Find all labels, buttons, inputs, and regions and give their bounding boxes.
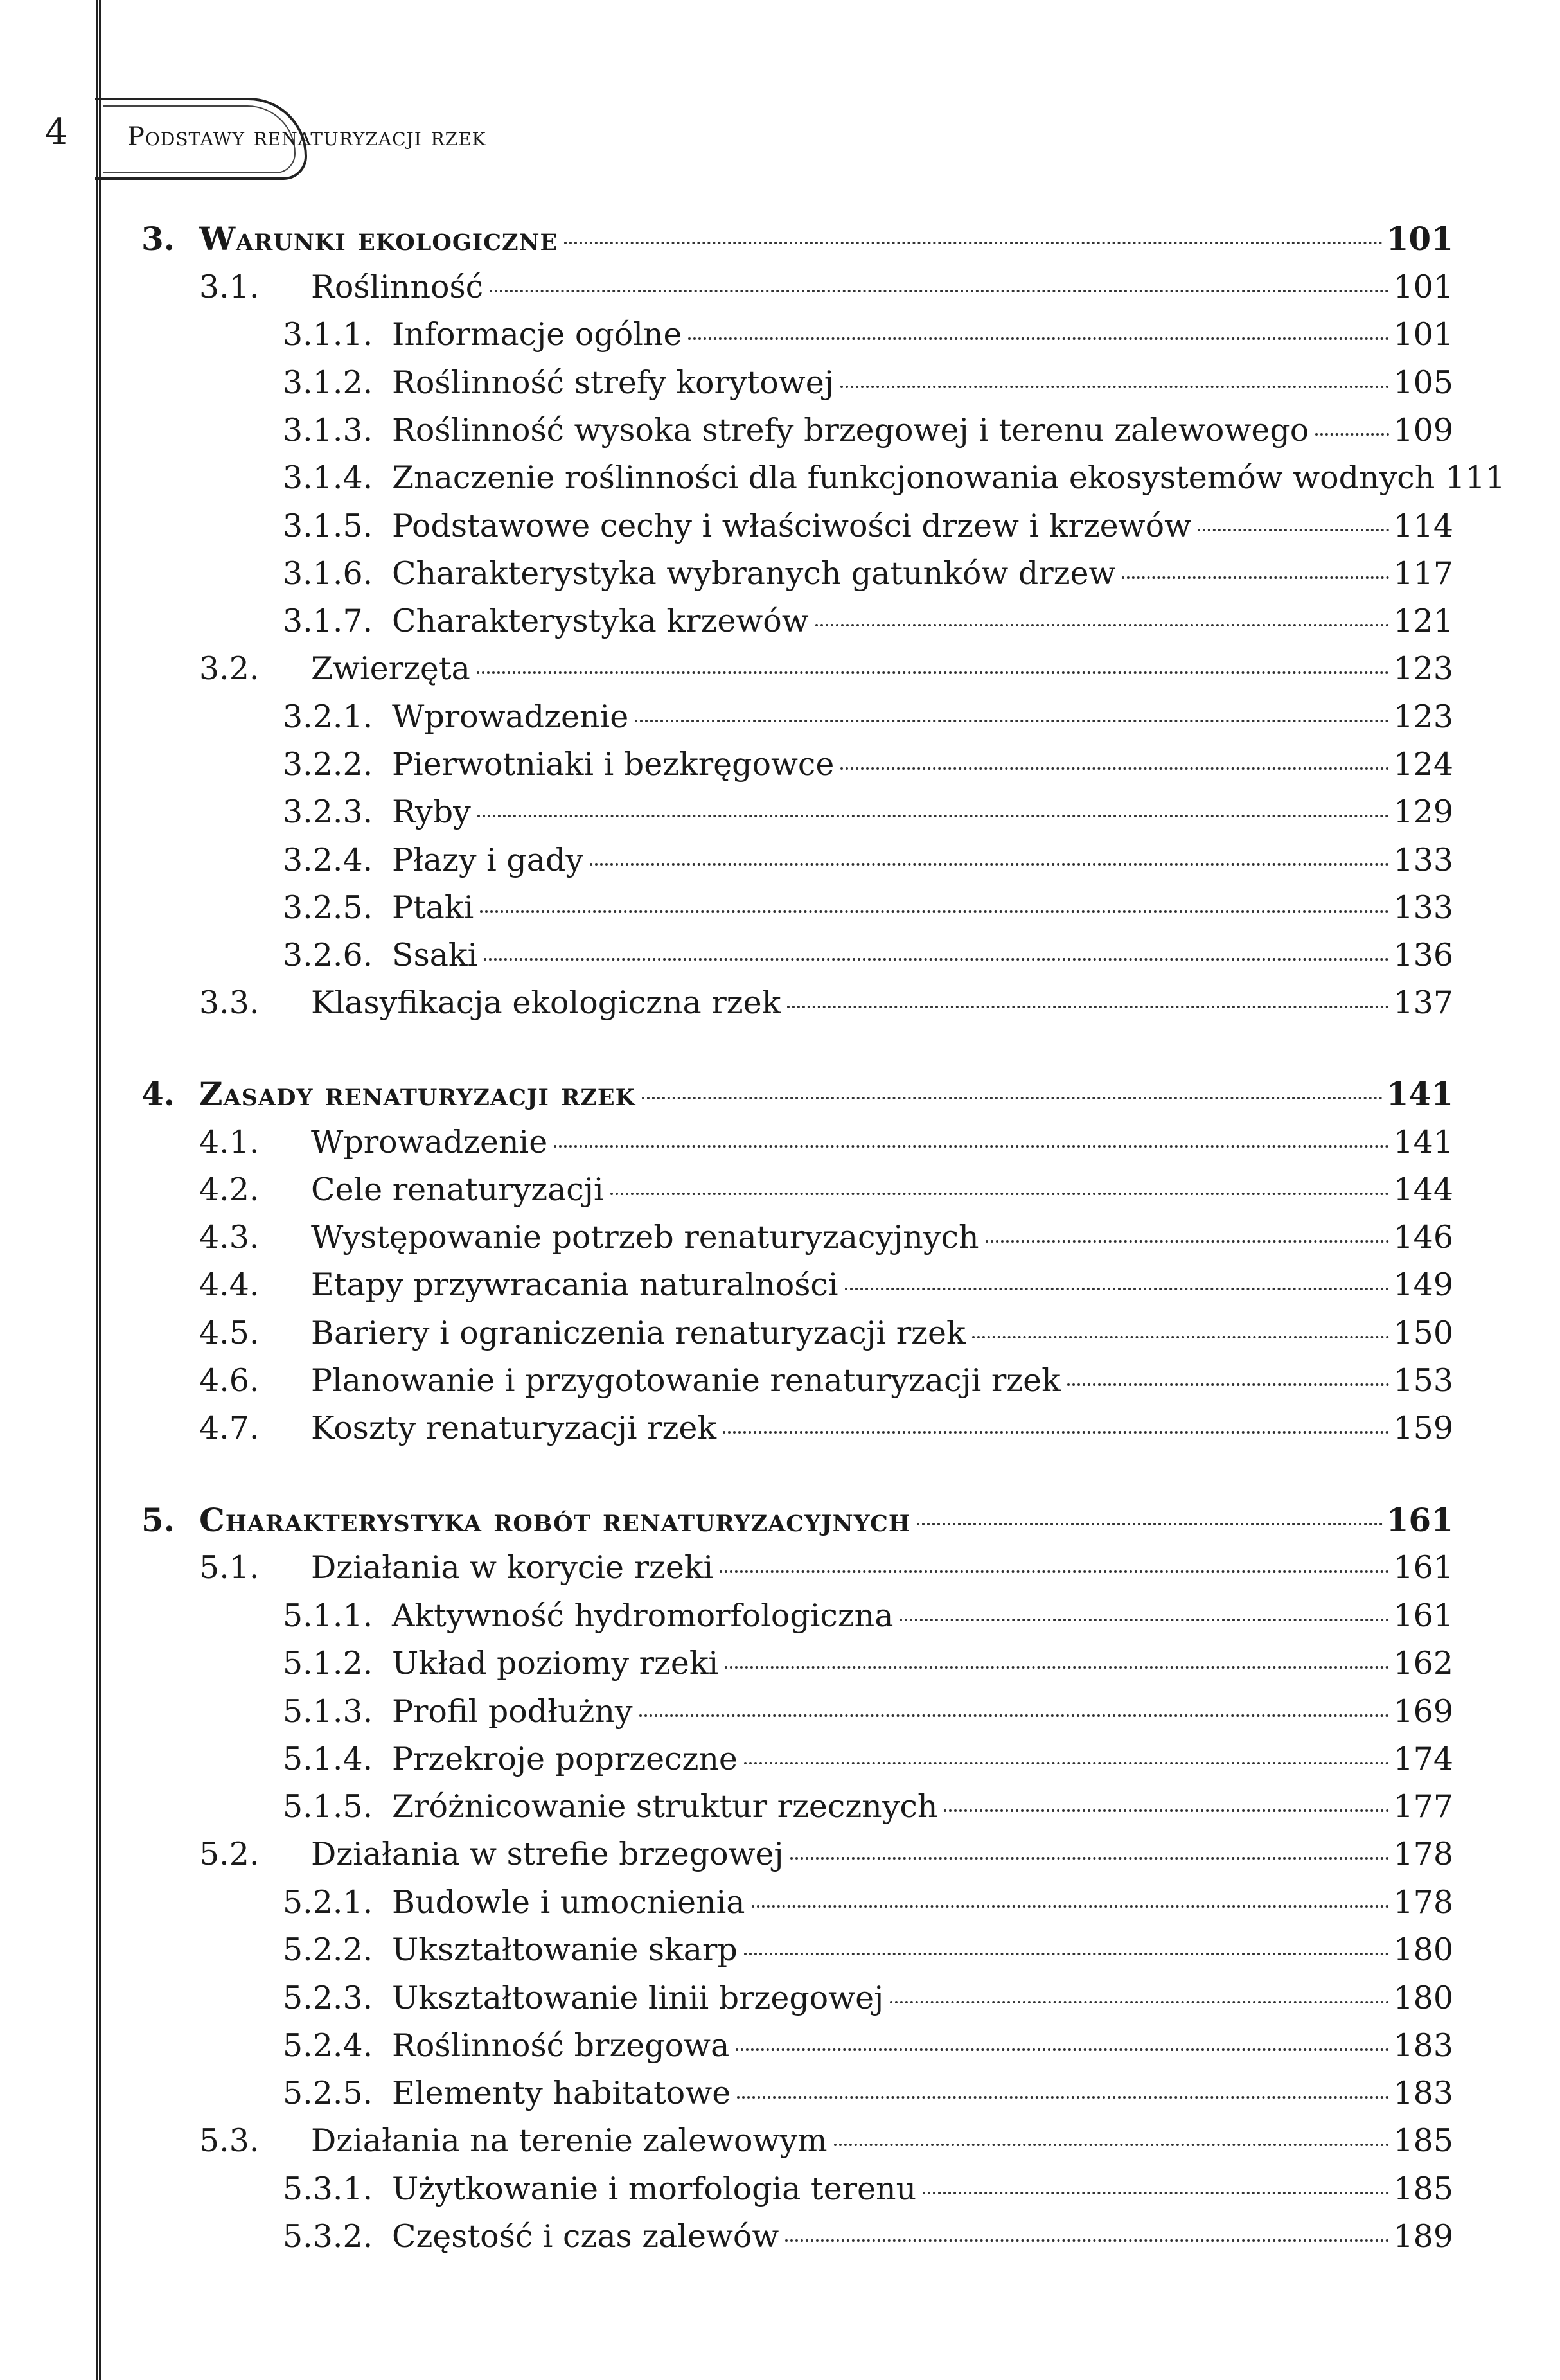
dot-leader — [787, 1006, 1389, 1008]
toc-entry-title: Roślinność — [311, 269, 484, 305]
toc-entry — [283, 2074, 1453, 2113]
toc-entry-page: 161 — [1393, 1549, 1453, 1586]
toc-entry-title: Bariery i ograniczenia renaturyzacji rzek — [311, 1315, 966, 1351]
dot-leader — [610, 1193, 1390, 1195]
toc-entry-page: 105 — [1393, 364, 1453, 401]
toc-entry — [199, 1314, 1453, 1353]
toc-entry-number: 4.4. — [199, 1266, 260, 1303]
toc-entry-number: 3.1.2. — [283, 364, 373, 401]
toc-entry-title: Częstość i czas zalewów — [392, 2218, 779, 2255]
toc-entry-title: Układ poziomy rzeki — [392, 1645, 719, 1682]
toc-entry — [199, 268, 1453, 306]
toc-entry-number: 5.3.2. — [283, 2218, 373, 2255]
toc-entry-title: Charakterystyka wybranych gatunków drzew — [392, 555, 1116, 592]
toc-entry-title: Występowanie potrzeb renaturyzacyjnych — [311, 1219, 979, 1256]
toc-entry-title: Podstawowe cechy i właściwości drzew i krzewów — [392, 508, 1192, 544]
toc-entry-page: 178 — [1393, 1836, 1453, 1872]
toc-entry-title: Płazy i gady — [392, 842, 584, 878]
toc-entry-title: Ptaki — [392, 889, 474, 926]
toc-chapter — [141, 1501, 1453, 1540]
dot-leader — [972, 1336, 1390, 1338]
toc-entry-number: 5.2.4. — [283, 2027, 373, 2064]
toc-entry — [199, 650, 1453, 688]
dot-leader — [723, 1431, 1389, 1434]
toc-entry-page: 129 — [1393, 794, 1453, 830]
toc-entry — [283, 459, 1505, 497]
toc-chapter — [141, 220, 1453, 258]
toc-entry-title: Charakterystyka robót renaturyzacyjnych — [199, 1501, 910, 1539]
toc-entry-number: 3.1.1. — [283, 316, 373, 353]
toc-entry-title: Roślinność strefy korytowej — [392, 364, 834, 401]
toc-entry-page: 146 — [1393, 1219, 1453, 1256]
toc-entry — [283, 2027, 1453, 2065]
dot-leader — [744, 1762, 1390, 1764]
toc-entry-title: Wprowadzenie — [311, 1124, 548, 1160]
toc-entry-number: 3.1.3. — [283, 412, 373, 448]
dot-leader — [986, 1240, 1390, 1243]
toc-entry — [283, 1692, 1453, 1731]
toc-entry-number: 3.1.4. — [283, 459, 373, 496]
toc-entry — [283, 1979, 1453, 2018]
page-number: 4 — [45, 111, 68, 153]
toc-entry-number: 4.5. — [199, 1315, 260, 1351]
toc-entry-title: Przekroje poprzeczne — [392, 1741, 738, 1777]
toc-entry-page: 111 — [1445, 459, 1505, 496]
toc-entry-page: 189 — [1393, 2218, 1453, 2255]
dot-leader — [1198, 529, 1389, 531]
dot-leader — [900, 1619, 1389, 1621]
dot-leader — [554, 1145, 1389, 1148]
dot-leader — [477, 671, 1390, 674]
toc-entry — [283, 889, 1453, 927]
toc-entry — [199, 984, 1453, 1022]
toc-entry-page: 185 — [1393, 2171, 1453, 2207]
toc-entry-number: 5.1.4. — [283, 1741, 373, 1777]
toc-entry — [199, 1218, 1453, 1257]
toc-entry — [283, 1883, 1453, 1922]
toc-entry — [283, 411, 1453, 450]
dot-leader — [736, 2048, 1389, 2051]
toc-entry-number: 3.2.4. — [283, 842, 373, 878]
toc-entry-number: 4.3. — [199, 1219, 260, 1256]
dot-leader — [815, 624, 1390, 626]
toc-entry — [283, 841, 1453, 880]
toc-entry — [283, 793, 1453, 831]
toc-entry-title: Warunki ekologiczne — [199, 220, 558, 258]
dot-leader — [480, 910, 1389, 913]
toc-entry-page: 141 — [1393, 1124, 1453, 1160]
toc-entry — [283, 555, 1453, 593]
toc-entry-title: Ukształtowanie linii brzegowej — [392, 1980, 884, 2016]
toc-entry-title: Ssaki — [392, 937, 478, 973]
toc-entry-number: 5.3.1. — [283, 2171, 373, 2207]
toc-entry-page: 109 — [1393, 412, 1453, 448]
toc-entry — [199, 1171, 1453, 1209]
toc-entry-page: 123 — [1393, 650, 1453, 687]
dot-leader — [890, 2001, 1389, 2003]
toc-entry-title: Profil podłużny — [392, 1693, 633, 1730]
toc-entry-number: 5.2.3. — [283, 1980, 373, 2016]
toc-entry-number: 3.1.6. — [283, 555, 373, 592]
toc-entry-page: 169 — [1393, 1693, 1453, 1730]
dot-leader — [642, 1097, 1383, 1099]
dot-leader — [944, 1809, 1389, 1812]
dot-leader — [834, 2144, 1390, 2146]
toc-entry-page: 149 — [1393, 1266, 1453, 1303]
toc-entry-title: Pierwotniaki i bezkręgowce — [392, 746, 835, 783]
dot-leader — [737, 2096, 1389, 2099]
toc-entry-page: 183 — [1393, 2027, 1453, 2064]
toc-entry-number: 5.1.2. — [283, 1645, 373, 1682]
toc-entry-number: 5.2.2. — [283, 1932, 373, 1968]
toc-entry-page: 133 — [1393, 889, 1453, 926]
toc-entry-number: 5.1. — [199, 1549, 260, 1586]
toc-entry-title: Znaczenie roślinności dla funkcjonowania ekosystemów wodnych — [392, 459, 1435, 496]
toc-entry-title: Budowle i umocnienia — [392, 1884, 745, 1921]
toc-entry-page: 114 — [1393, 508, 1453, 544]
toc-entry-number: 4.2. — [199, 1171, 260, 1208]
toc-entry-title: Wprowadzenie — [392, 698, 629, 735]
toc-entry-title: Koszty renaturyzacji rzek — [311, 1410, 717, 1446]
dot-leader — [635, 720, 1389, 722]
toc-entry-number: 3.1.7. — [283, 603, 373, 639]
dot-leader — [725, 1666, 1389, 1669]
toc-entry-page: 101 — [1386, 220, 1453, 258]
toc-entry — [283, 364, 1453, 402]
margin-rule — [96, 0, 101, 2380]
running-header: Podstawy renaturyzacji rzek — [127, 122, 486, 152]
toc-entry — [283, 602, 1453, 641]
toc-entry-title: Działania w korycie rzeki — [311, 1549, 714, 1586]
toc-entry — [199, 1549, 1453, 1587]
dot-leader — [917, 1523, 1383, 1525]
toc-entry — [283, 698, 1453, 736]
toc-entry-title: Cele renaturyzacji — [311, 1171, 604, 1208]
toc-entry — [283, 1740, 1453, 1779]
toc-entry-number: 3.2. — [199, 650, 260, 687]
toc-entry-number: 4.6. — [199, 1362, 260, 1399]
toc-entry — [283, 1931, 1453, 1969]
dot-leader — [639, 1714, 1390, 1717]
toc-entry — [199, 1123, 1453, 1162]
toc-entry-title: Zasady renaturyzacji rzek — [199, 1075, 636, 1113]
toc-entry-page: 137 — [1393, 984, 1453, 1021]
toc-entry-number: 5.3. — [199, 2122, 260, 2159]
toc-entry — [283, 315, 1453, 354]
toc-entry-title: Planowanie i przygotowanie renaturyzacji rzek — [311, 1362, 1061, 1399]
toc-entry-page: 177 — [1393, 1788, 1453, 1825]
toc-entry-page: 141 — [1386, 1075, 1453, 1113]
toc-entry-number: 3.2.5. — [283, 889, 373, 926]
toc-entry-number: 3.2.1. — [283, 698, 373, 735]
toc-entry — [283, 2217, 1453, 2256]
dot-leader — [477, 815, 1390, 817]
dot-leader — [484, 958, 1389, 961]
toc-entry — [199, 1835, 1453, 1874]
toc-entry-page: 178 — [1393, 1884, 1453, 1921]
dot-leader — [785, 2239, 1389, 2242]
toc-entry-number: 3. — [141, 220, 175, 258]
toc-entry-title: Elementy habitatowe — [392, 2075, 731, 2111]
toc-entry — [283, 2170, 1453, 2208]
toc-entry — [283, 1644, 1453, 1683]
toc-entry — [199, 1362, 1453, 1400]
dot-leader — [1122, 576, 1389, 579]
toc-entry-page: 162 — [1393, 1645, 1453, 1682]
toc-entry-page: 123 — [1393, 698, 1453, 735]
toc-entry-number: 5. — [141, 1501, 175, 1539]
toc-entry — [199, 1409, 1453, 1448]
toc-entry-number: 5.1.3. — [283, 1693, 373, 1730]
toc-entry-number: 4.1. — [199, 1124, 260, 1160]
toc-entry-title: Użytkowanie i morfologia terenu — [392, 2171, 917, 2207]
toc-entry-page: 161 — [1393, 1597, 1453, 1634]
toc-entry-title: Ryby — [392, 794, 471, 830]
toc-entry-page: 180 — [1393, 1932, 1453, 1968]
toc-entry-title: Informacje ogólne — [392, 316, 682, 353]
toc-entry-number: 3.2.2. — [283, 746, 373, 783]
toc-entry-number: 3.2.3. — [283, 794, 373, 830]
toc-entry — [199, 2122, 1453, 2160]
toc-entry-number: 5.2. — [199, 1836, 260, 1872]
toc-chapter — [141, 1075, 1453, 1114]
toc-entry-page: 161 — [1386, 1501, 1453, 1539]
toc-entry-title: Zwierzęta — [311, 650, 470, 687]
toc-entry — [283, 1597, 1453, 1635]
toc-entry-number: 3.2.6. — [283, 937, 373, 973]
dot-leader — [1315, 433, 1389, 436]
toc-entry-page: 174 — [1393, 1741, 1453, 1777]
toc-entry-number: 5.1.5. — [283, 1788, 373, 1825]
toc-entry-number: 3.1.5. — [283, 508, 373, 544]
toc-entry-title: Klasyfikacja ekologiczna rzek — [311, 984, 781, 1021]
toc-entry-title: Etapy przywracania naturalności — [311, 1266, 838, 1303]
dot-leader — [1067, 1383, 1390, 1386]
toc-entry-page: 136 — [1393, 937, 1453, 973]
toc-entry-page: 159 — [1393, 1410, 1453, 1446]
dot-leader — [752, 1905, 1390, 1908]
dot-leader — [590, 863, 1389, 866]
toc-entry-number: 5.2.5. — [283, 2075, 373, 2111]
toc-entry-page: 101 — [1393, 316, 1453, 353]
dot-leader — [790, 1857, 1390, 1860]
dot-leader — [688, 337, 1389, 340]
toc-entry — [283, 1788, 1453, 1826]
toc-entry-number: 4. — [141, 1075, 175, 1113]
toc-entry-page: 121 — [1393, 603, 1453, 639]
toc-entry-page: 144 — [1393, 1171, 1453, 1208]
dot-leader — [840, 386, 1390, 388]
dot-leader — [923, 2192, 1389, 2194]
toc-entry-page: 185 — [1393, 2122, 1453, 2159]
dot-leader — [840, 767, 1389, 770]
dot-leader — [744, 1953, 1390, 1955]
toc-entry-page: 150 — [1393, 1315, 1453, 1351]
toc-entry-page: 117 — [1393, 555, 1453, 592]
toc-entry-title: Ukształtowanie skarp — [392, 1932, 738, 1968]
toc-entry — [199, 1266, 1453, 1304]
toc-entry-number: 5.2.1. — [283, 1884, 373, 1921]
dot-leader — [720, 1570, 1389, 1573]
toc-entry-page: 183 — [1393, 2075, 1453, 2111]
toc-entry-number: 3.3. — [199, 984, 260, 1021]
toc-entry-title: Aktywność hydromorfologiczna — [392, 1597, 894, 1634]
dot-leader — [490, 290, 1389, 292]
toc-entry-page: 124 — [1393, 746, 1453, 783]
toc-entry-title: Działania na terenie zalewowym — [311, 2122, 828, 2159]
toc-entry — [283, 507, 1453, 546]
toc-entry-title: Charakterystyka krzewów — [392, 603, 809, 639]
toc-entry-page: 180 — [1393, 1980, 1453, 2016]
toc-entry-title: Zróżnicowanie struktur rzecznych — [392, 1788, 938, 1825]
toc-entry-page: 133 — [1393, 842, 1453, 878]
dot-leader — [845, 1288, 1390, 1290]
dot-leader — [564, 242, 1382, 244]
toc-entry — [283, 745, 1453, 784]
toc-entry-title: Roślinność brzegowa — [392, 2027, 730, 2064]
toc-entry — [283, 936, 1453, 975]
toc-entry-number: 5.1.1. — [283, 1597, 373, 1634]
toc-entry-number: 4.7. — [199, 1410, 260, 1446]
toc-entry-page: 153 — [1393, 1362, 1453, 1399]
toc-entry-title: Działania w strefie brzegowej — [311, 1836, 784, 1872]
toc-entry-title: Roślinność wysoka strefy brzegowej i terenu zalewowego — [392, 412, 1309, 448]
toc-entry-number: 3.1. — [199, 269, 260, 305]
toc-entry-page: 101 — [1393, 269, 1453, 305]
